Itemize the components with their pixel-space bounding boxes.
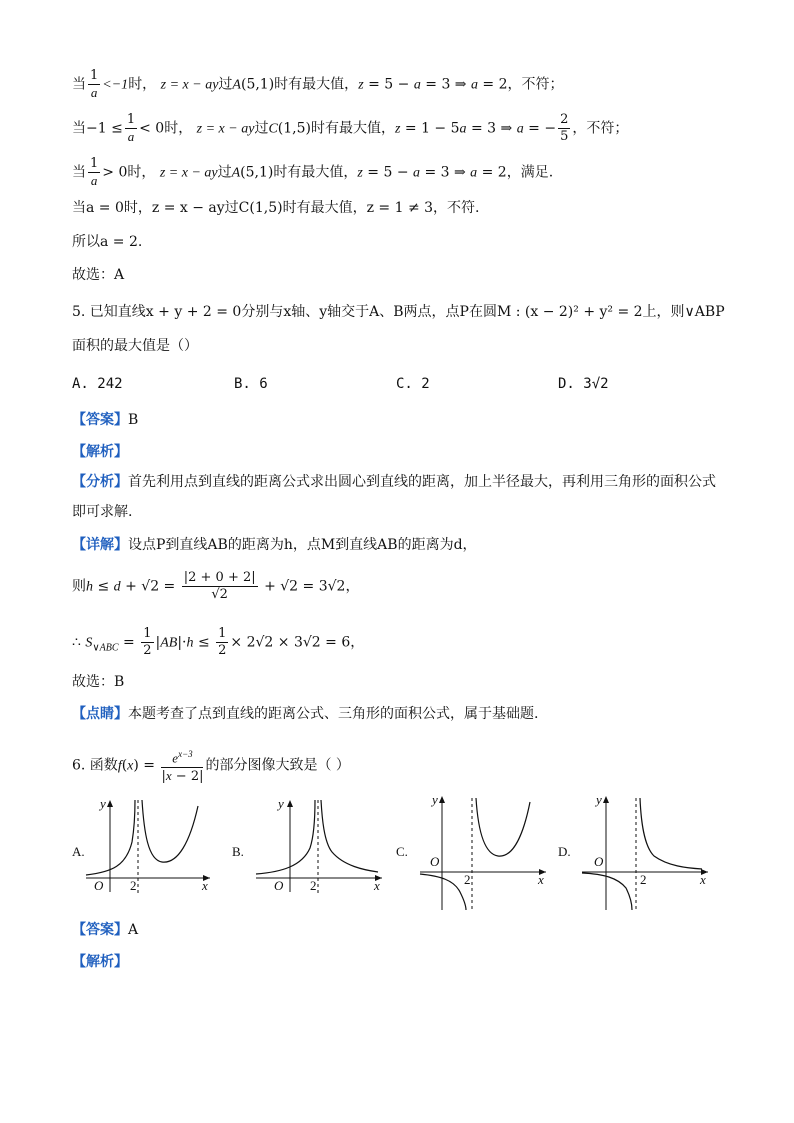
graph-d-y-label: y (596, 792, 602, 807)
graph-c-label: C. (396, 844, 408, 859)
q6-answer-tag: 【答案】 (72, 922, 128, 938)
graph-c (396, 792, 556, 914)
graph-b (232, 792, 392, 902)
graph-a-origin: O (94, 878, 104, 893)
graph-b-y-label: y (278, 796, 284, 811)
dianjing-tag: 【点睛】 (72, 706, 128, 722)
conclusion-line: 所以a = 2. (72, 234, 143, 250)
q6-analysis-line (72, 952, 128, 972)
fenxi-text: 首先利用点到直线的距离公式求出圆心到直线的距离，加上半径最大，再利用三角形的面积公式 (128, 474, 716, 490)
q5-option-c: C. 2 (396, 376, 430, 392)
q5-dianjing-line (72, 704, 538, 724)
q5-fenxi-line-1 (72, 472, 716, 492)
case-line-4: 当a = 0时，z = x − ay过C(1,5)时有最大值，z = 1 ≠ 3，不符. (72, 200, 480, 216)
graph-a-x-label: x (202, 878, 208, 893)
q6-stem: 6. 函数f(x) = $\frac{e^{x-3}}{|x - 2|}$ 的部分图像大致是（ ） (72, 746, 350, 785)
graph-a-tick: 2 (130, 878, 137, 893)
case-line-3: 当 $\frac{1}{a}$ > 0时， z = x − ay过A(5,1)时有最大值，z = 5 − a = 3 ⇒ a = 2，满足. (72, 156, 554, 188)
xiangjie-tag: 【详解】 (72, 537, 128, 553)
answer-tag: 【答案】 (72, 412, 128, 428)
graph-b-tick: 2 (310, 878, 317, 893)
fenxi-tag: 【分析】 (72, 474, 128, 490)
answer-value: B (128, 412, 139, 428)
graph-b-label: B. (232, 844, 244, 859)
graph-c-tick: 2 (464, 872, 471, 887)
q5-answer-line (72, 410, 138, 430)
graph-a-y-label: y (100, 796, 106, 811)
graph-c-x-label: x (538, 872, 544, 887)
q5-option-b: B. 6 (234, 376, 268, 392)
analysis-tag: 【解析】 (72, 444, 128, 460)
graph-c-origin: O (430, 854, 440, 869)
graph-d-plot (558, 792, 718, 914)
graph-d-tick: 2 (640, 872, 647, 887)
graph-b-origin: O (274, 878, 284, 893)
q5-analysis-tag (72, 442, 128, 462)
q5-option-a: A. 242 (72, 376, 123, 392)
xiangjie-text: 设点P到直线AB的距离为h，点M到直线AB的距离为d， (128, 537, 477, 553)
graph-d-x-label: x (700, 872, 706, 887)
q5-stem-line-1: 5. 已知直线x + y + 2 = 0分别与x轴、y轴交于A、B两点，点P在圆M : (x − 2)² + y² = 2上，则∨ABP (72, 304, 725, 320)
graph-b-x-label: x (374, 878, 380, 893)
case-line-2: 当−1 ≤ $\frac{1}{a}$ < 0时， z = x − ay过C(1,5)时有最大值，z = 1 − 5a = 3 ⇒ a = − $\frac{2}{5}$ ，不符； (72, 112, 629, 144)
graph-a-label: A. (72, 844, 85, 859)
q6-answer-line (72, 920, 138, 940)
q5-option-d: D. 3√2 (558, 376, 609, 392)
dianjing-text: 本题考查了点到直线的距离公式、三角形的面积公式，属于基础题. (128, 706, 539, 722)
q5-equation-1: 则h ≤ d + √2 = $\frac{|2 + 0 + 2|}{√2}$ + √2 = 3√2， (72, 570, 360, 602)
case-line-1: 当 $\frac{1}{a}$ <−1时， z = x − ay过A(5,1)时有最大值，z = 5 − a = 3 ⇒ a = 2，不符； (72, 68, 564, 100)
choice-line: 故选：A (72, 267, 125, 283)
q5-fenxi-line-2: 即可求解. (72, 504, 133, 520)
graph-d (558, 792, 718, 914)
q6-answer-value: A (128, 922, 139, 938)
q5-equation-2: ∴ $S_{\vee ABC}$ = $\frac{1}{2}$ |AB|·h ≤ $\frac{1}{2}$ × 2√2 × 3√2 = 6， (72, 626, 365, 658)
graph-d-label: D. (558, 844, 571, 859)
q5-xiangjie-line (72, 535, 477, 555)
graph-d-origin: O (594, 854, 604, 869)
q5-choice: 故选：B (72, 674, 125, 690)
graph-c-y-label: y (432, 792, 438, 807)
q5-stem-line-2: 面积的最大值是（） (72, 338, 198, 354)
q6-analysis-tag: 【解析】 (72, 954, 128, 970)
graph-a (72, 792, 222, 902)
graph-c-plot (396, 792, 556, 914)
